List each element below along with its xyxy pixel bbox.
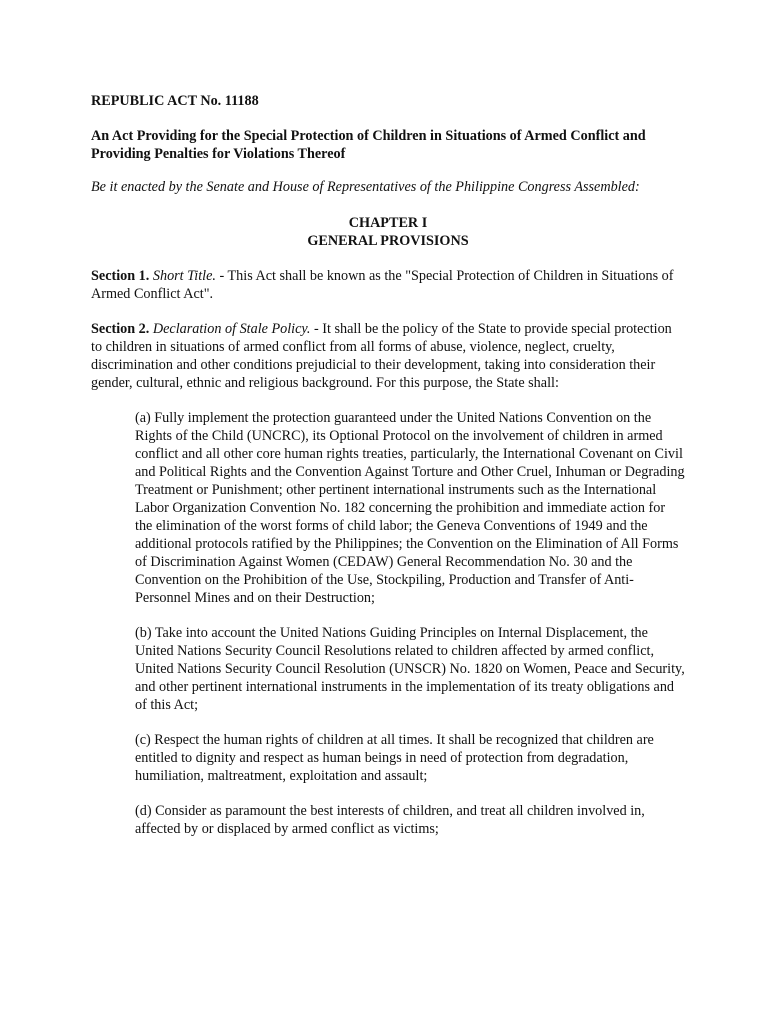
section-title: Declaration of Stale Policy. bbox=[152, 321, 311, 337]
document-page bbox=[91, 92, 685, 855]
section-1 bbox=[91, 267, 685, 303]
act-number: REPUBLIC ACT No. 11188 bbox=[91, 93, 259, 109]
act-title: An Act Providing for the Special Protection of Children in Situations of Armed Conflict and Providing Penalties for Violations Thereof bbox=[91, 128, 646, 162]
policy-item-d: (d) Consider as paramount the best interests of children, and treat all children involved in, affected by or displaced by armed conflict as victims; bbox=[135, 803, 645, 837]
chapter-title: GENERAL PROVISIONS bbox=[307, 233, 469, 249]
chapter-heading bbox=[91, 214, 685, 250]
policy-items-list bbox=[135, 409, 685, 838]
policy-item-a: (a) Fully implement the protection guaranteed under the United Nations Convention on the Rights of the Child (UNCRC), its Optional Protocol on the involvement of children in armed conflict and all other core human rights treaties, particularly, the International Covenant on Civil and Political Rights and the Convention Against Torture and Other Cruel, Inhuman or Degrading Treatment or Punishment; other pertinent international instruments such as the International Labor Organization Convention No. 182 concerning the prohibition and immediate action for the elimination of the worst forms of child labor; the Geneva Conventions of 1949 and the additional protocols ratified by the Philippines; the Convention on the Elimination of All Forms of Discrimination Against Women (CEDAW) General Recommendation No. 30 and the Convention on the Prohibition of the Use, Stockpiling, Production and Transfer of Anti-Personnel Mines and on their Destruction; bbox=[135, 410, 685, 606]
section-text: - It shall be the policy of the State to provide special protection to children in situations of armed conflict from all forms of abuse, violence, neglect, cruelty, discrimination and other conditions prejudicial to their development, taking into consideration their gender, cultural, ethnic and religious background. For this purpose, the State shall: bbox=[91, 321, 672, 391]
policy-item-c: (c) Respect the human rights of children at all times. It shall be recognized that children are entitled to dignity and respect as human beings in need of protection from degradation, humiliation, maltreatment, exploitation and assault; bbox=[135, 732, 654, 784]
section-number: Section 1. bbox=[91, 268, 150, 284]
policy-item-b: (b) Take into account the United Nations Guiding Principles on Internal Displacement, the United Nations Security Council Resolutions related to children affected by armed conflict, United Nations Security Council Resolution (UNSCR) No. 1820 on Women, Peace and Security, and other pertinent international instruments in the implementation of its treaty obligations and of this Act; bbox=[135, 625, 685, 713]
section-text: - This Act shall be known as the "Special Protection of Children in Situations of Armed Conflict Act". bbox=[91, 268, 674, 302]
section-number: Section 2. bbox=[91, 321, 150, 337]
enacting-clause: Be it enacted by the Senate and House of Representatives of the Philippine Congress Assembled: bbox=[91, 179, 640, 195]
section-2 bbox=[91, 320, 685, 392]
section-title: Short Title. bbox=[152, 268, 216, 284]
chapter-number: CHAPTER I bbox=[348, 215, 428, 231]
